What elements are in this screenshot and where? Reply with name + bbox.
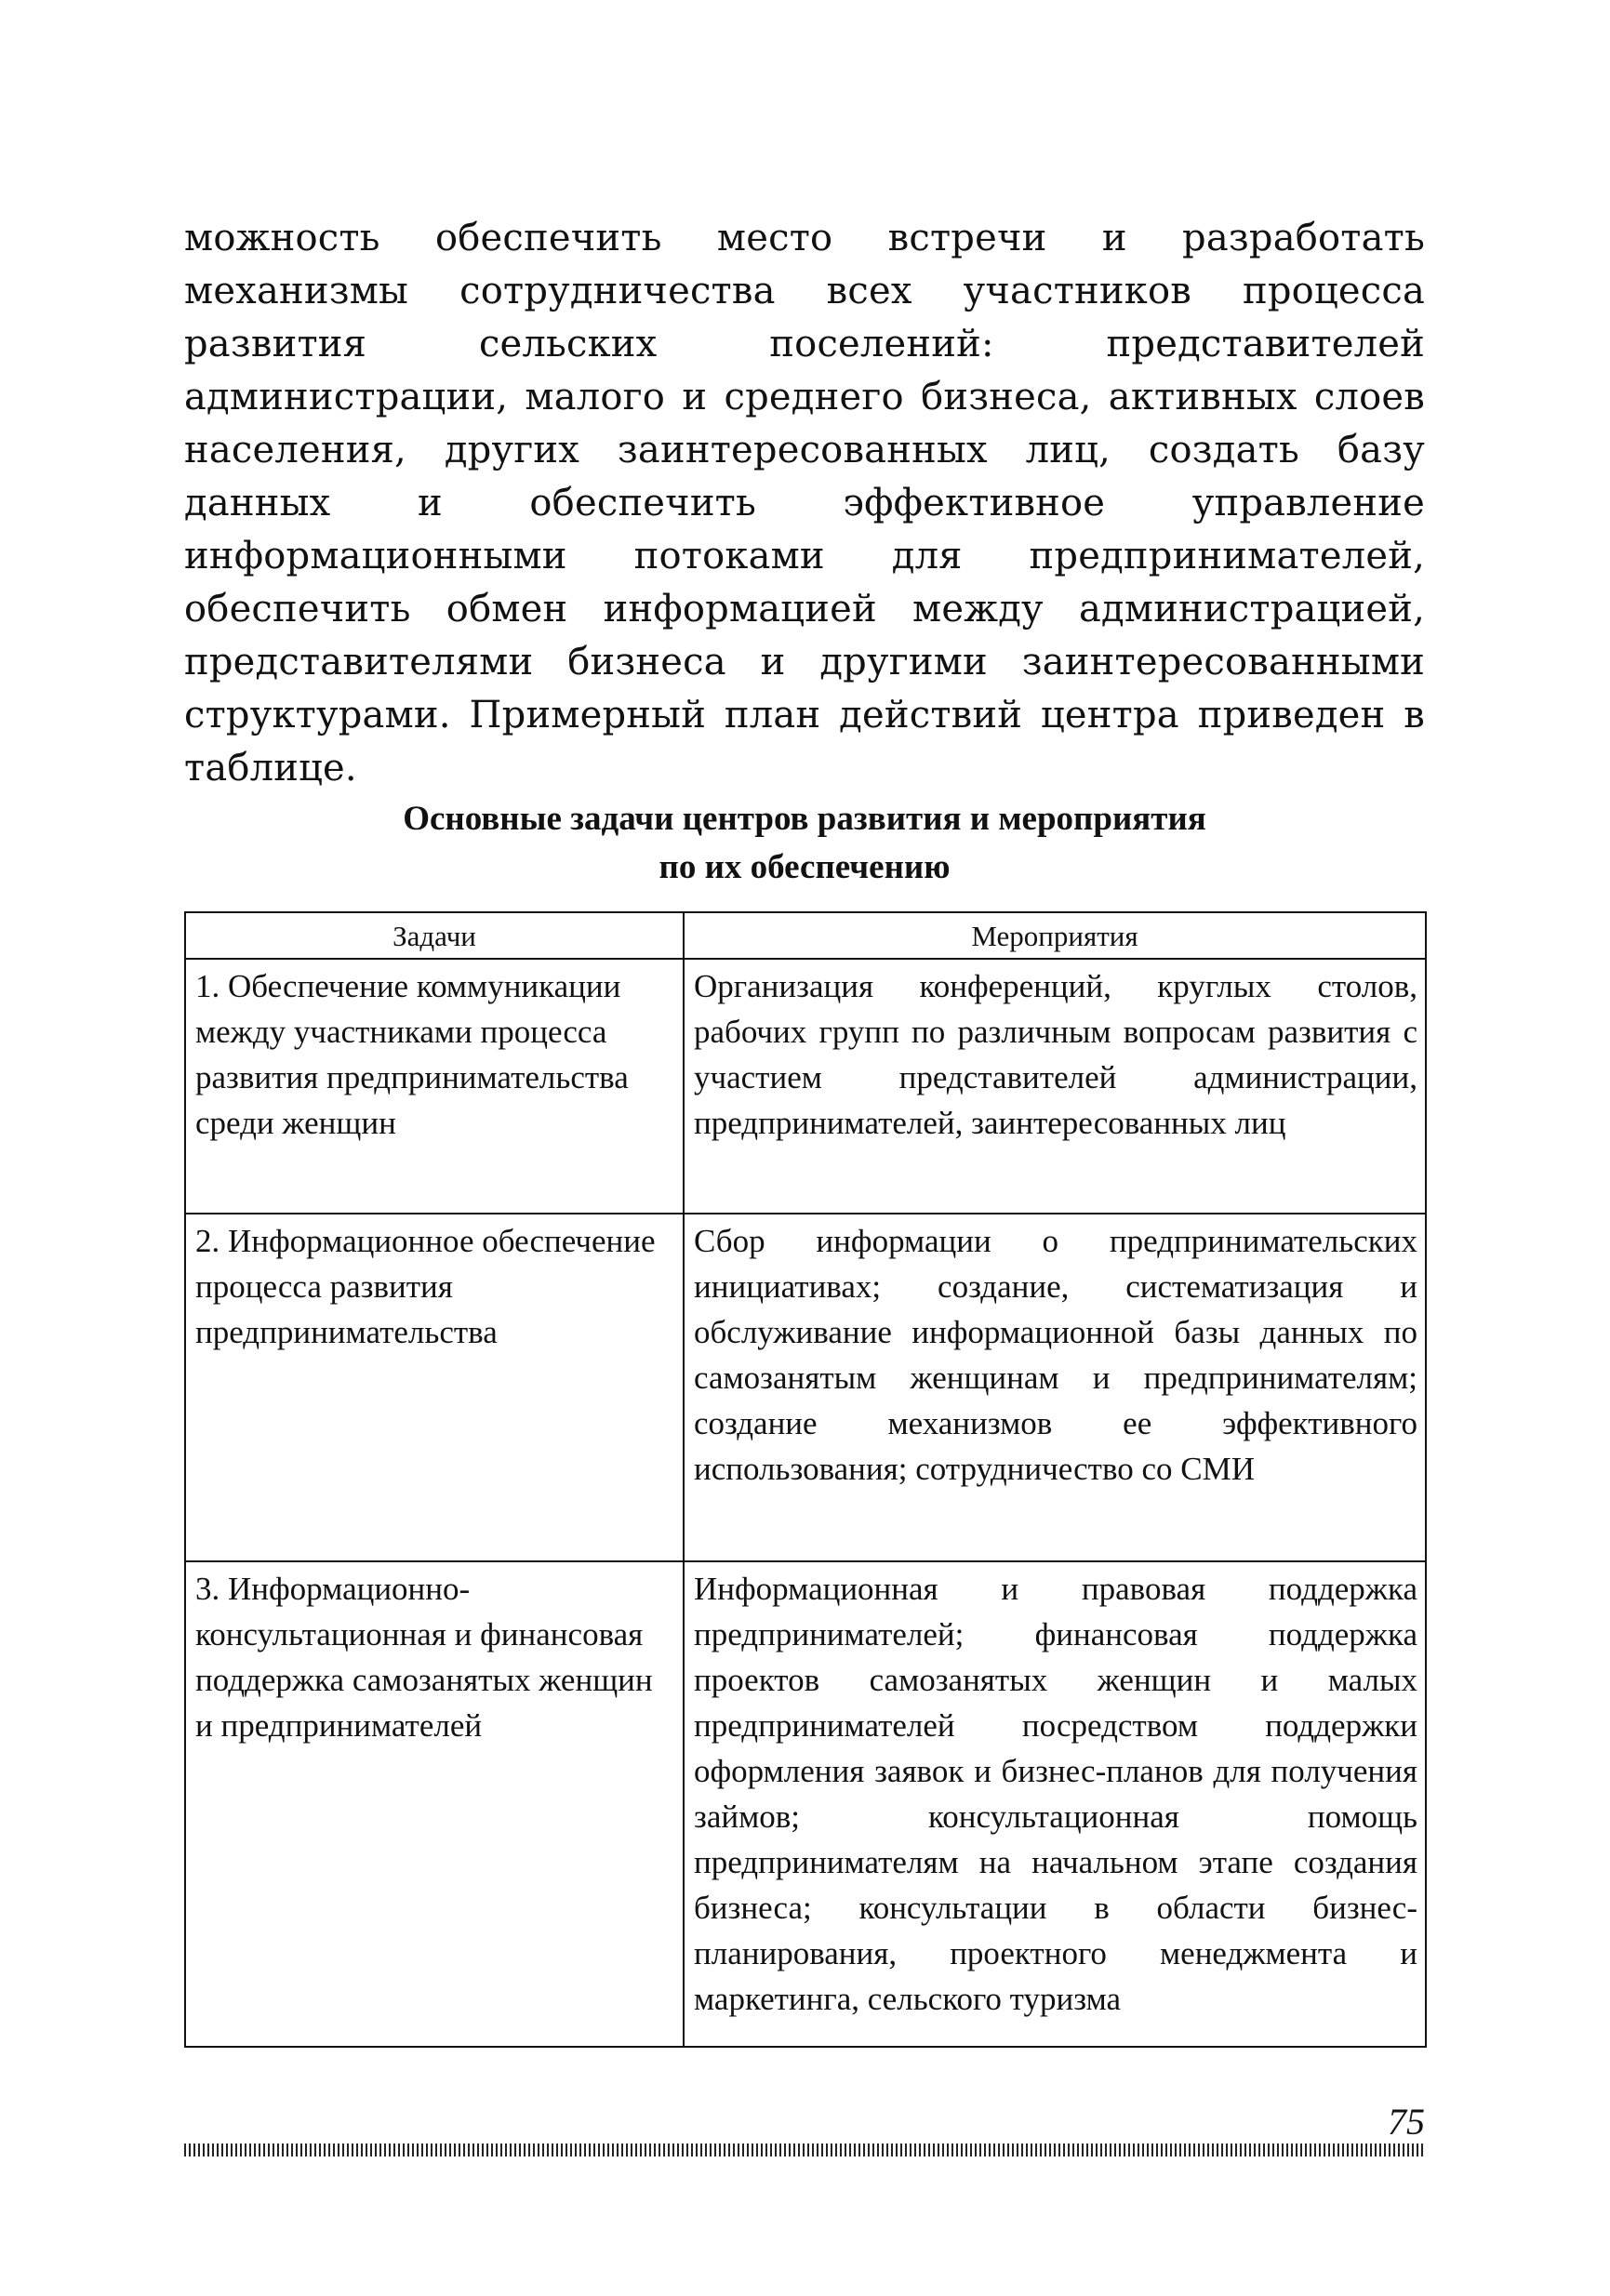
body-paragraph: можность обеспечить место встречи и разработать механизмы сотрудничества всех участников процесса развития сельских поселений: представителей администрации, малого и среднего бизнеса, активных слоев населения, других заинтересованных лиц, создать базу данных и обеспечить эффективное управление информационными потоками для предпринимателей, обеспечить обмен информацией между администрацией, представителями бизнеса и другими заинтересованными структурами. Примерный план действий центра приведен в таблице.: [184, 217, 1425, 790]
page-number: 75: [1388, 2101, 1425, 2143]
column-header-actions: Мероприятия: [684, 912, 1426, 959]
table-caption: [184, 795, 1425, 892]
column-header-tasks: Задачи: [185, 912, 684, 959]
table-row: [185, 1561, 1426, 2047]
task-cell: 3. Информационно-консультационная и финансовая поддержка самозанятых женщин и предпринимателей: [185, 1561, 684, 2047]
action-cell: Организация конференций, круглых столов, рабочих групп по различным вопросам развития с участием представителей администрации, предпринимателей, заинтересованных лиц: [684, 959, 1426, 1214]
action-cell: Сбор информации о предпринимательских инициативах; создание, систематизация и обслуживание информационной базы данных по самозанятым женщинам и предпринимателям; создание механизмов ее эффективного использования; сотрудничество со СМИ: [684, 1214, 1426, 1561]
task-cell: 1. Обеспечение коммуникации между участниками процесса развития предпринимательства среди женщин: [185, 959, 684, 1214]
table-row: [185, 1214, 1426, 1561]
table-row: [185, 959, 1426, 1214]
action-cell: Информационная и правовая поддержка предпринимателей; финансовая поддержка проектов самозанятых женщин и малых предпринимателей посредством поддержки оформления заявок и бизнес-планов для получения займов; консультационная помощь предпринимателям на начальном этапе создания бизнеса; консультации в области бизнес-планирования, проектного менеджмента и маркетинга, сельского туризма: [684, 1561, 1426, 2047]
document-page: [184, 0, 1425, 2296]
table-caption-line-2: по их обеспечению: [659, 848, 951, 886]
table-caption-line-1: Основные задачи центров развития и мероприятия: [403, 800, 1206, 838]
footer-rule: [184, 2143, 1425, 2157]
task-cell: 2. Информационное обеспечение процесса развития предпринимательства: [185, 1214, 684, 1561]
tasks-table: [184, 911, 1427, 2048]
table-header-row: [185, 912, 1426, 959]
